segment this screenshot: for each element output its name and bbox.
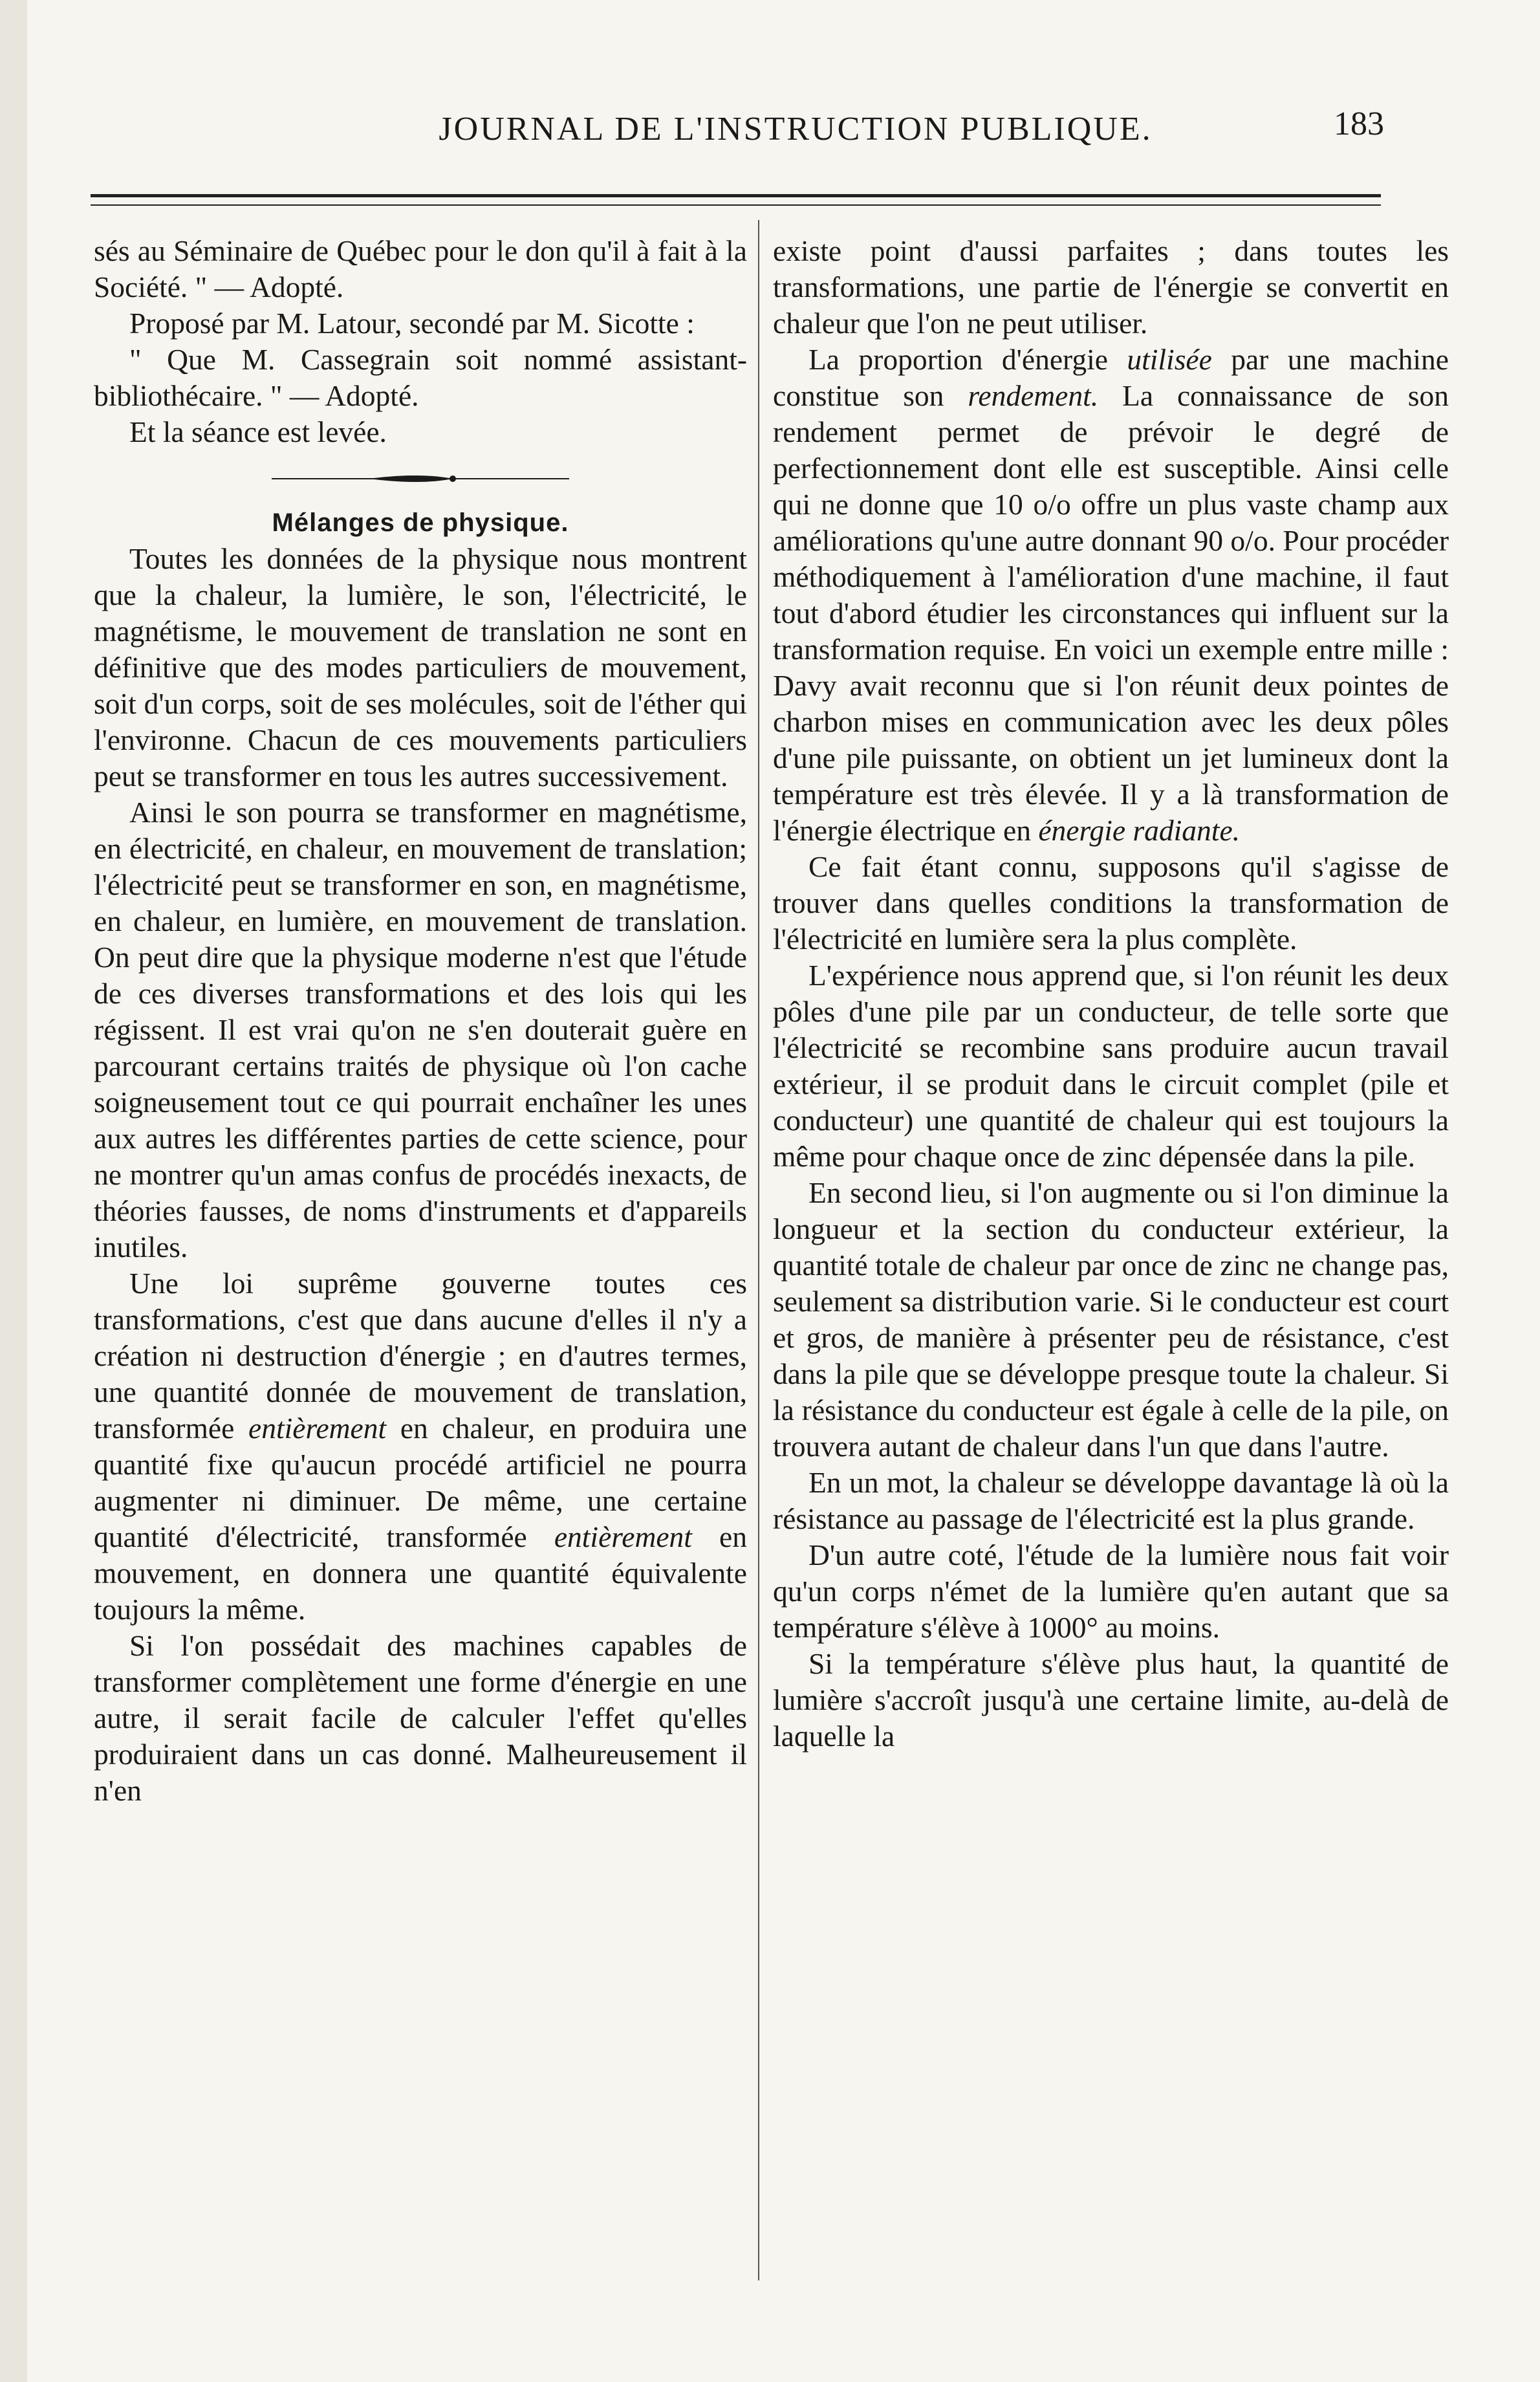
text-run: Une loi suprême gouverne toutes ces transformations, c'est que dans aucune d'elles il n'y a création ni destruction d'énergie ; en d'autres termes, une quantité donnée de mouvement de translation, transformée (94, 1267, 747, 1445)
paragraph: Si la température s'élève plus haut, la quantité de lumière s'accroît jusqu'à une certaine limite, au-delà de laquelle la (773, 1647, 1449, 1753)
quotation: " Que M. Cassegrain soit nommé assistant-bibliothécaire. " — Adopté. (94, 343, 747, 412)
italic-term: entièrement (554, 1520, 692, 1553)
text-run: La connaissance de son rendement permet de prévoir le degré de perfectionnement dont elle est susceptible. Ainsi celle qui ne donne que 10 o/o offre un plus vaste champ aux améliorations qu'une autre donnant 90 o/o. Pour procéder méthodiquement à l'amélioration d'une machine, il faut tout d'abord étudier les circonstances qui influent sur la transformation requise. En voici un exemple entre mille : Davy avait reconnu que si l'on réunit deux pointes de charbon mises en communication avec les deux pôles d'une pile puissante, on obtient un jet lumineux dont la température est très élevée. Il y a là transformation de l'énergie électrique en (773, 379, 1449, 847)
left-column (94, 233, 747, 1809)
text-run: en mouvement, en donnera une quantité équivalente toujours la même. (94, 1520, 747, 1626)
page-edge-shadow (0, 0, 27, 2382)
paragraph: Proposé par M. Latour, secondé par M. Sicotte : (129, 307, 695, 340)
paragraph: Ce fait étant connu, supposons qu'il s'agisse de trouver dans quelles conditions la transformation de l'électricité en lumière sera la plus complète. (773, 850, 1449, 956)
paragraph: Et la séance est levée. (129, 415, 387, 448)
paragraph: Ainsi le son pourra se transformer en magnétisme, en électricité, en chaleur, en mouvement de translation; l'électricité peut se transformer en son, en magnétisme, en chaleur, en lumière, en mouvement de translation. On peut dire que la physique moderne n'est que l'étude de ces diverses transformations et des lois qui les régissent. Il est vrai qu'on ne s'en douterait guère en parcourant certains traités de physique où l'on cache soigneusement tout ce qui pourrait enchaîner les unes aux autres les différentes parties de cette science, pour ne montrer qu'un amas confus de procédés inexacts, de théories fausses, de noms d'instruments et d'appareils inutiles. (94, 796, 747, 1263)
italic-term: entièrement (248, 1412, 387, 1445)
section-divider-ornament (272, 471, 569, 486)
paragraph: existe point d'aussi parfaites ; dans toutes les transformations, une partie de l'énergie se convertit en chaleur que l'on ne peut utiliser. (773, 234, 1449, 340)
paragraph (94, 1265, 747, 1628)
paragraph: D'un autre coté, l'étude de la lumière nous fait voir qu'un corps n'émet de la lumière qu'en autant que sa température s'élève à 1000° au moins. (773, 1538, 1449, 1644)
italic-term: énergie radiante. (1038, 814, 1241, 847)
italic-term: rendement. (968, 379, 1099, 412)
text-run: par une machine constitue son (773, 343, 1449, 412)
column-divider (758, 220, 759, 2280)
text-run: La proportion d'énergie (808, 343, 1127, 376)
running-title: JOURNAL DE L'INSTRUCTION PUBLIQUE. (439, 111, 1153, 148)
paragraph (773, 342, 1449, 849)
page-header (91, 105, 1384, 175)
right-column (773, 233, 1449, 1754)
paragraph: L'expérience nous apprend que, si l'on réunit les deux pôles d'une pile par un conducteur, de telle sorte que l'électricité se recombine sans produire aucun travail extérieur, il se produit dans le circuit complet (pile et conducteur) une quantité de chaleur qui est toujours la même pour chaque once de zinc dépensée dans la pile. (773, 959, 1449, 1173)
section-title: Mélanges de physique. (272, 508, 569, 537)
paragraph: Toutes les données de la physique nous montrent que la chaleur, la lumière, le son, l'électricité, le magnétisme, le mouvement de translation ne sont en définitive que des modes particuliers de mouvement, soit d'un corps, soit de ses molécules, soit de l'éther qui l'environne. Chacun de ces mouvements particuliers peut se transformer en tous les autres successivement. (94, 542, 747, 792)
italic-term: utilisée (1127, 343, 1212, 376)
page-number: 183 (1334, 105, 1384, 142)
paragraph: En un mot, la chaleur se développe davantage là où la résistance au passage de l'électricité est la plus grande. (773, 1466, 1449, 1535)
paragraph: sés au Séminaire de Québec pour le don qu'il à fait à la Société. " — Adopté. (94, 234, 747, 303)
text-run: en chaleur, en produira une quantité fixe qu'aucun procédé artificiel ne pourra augmenter ni diminuer. De même, une certaine quantité d'électricité, transformée (94, 1412, 747, 1553)
paragraph: Si l'on possédait des machines capables de transformer complètement une forme d'énergie en une autre, il serait facile de calculer l'effet qu'elles produiraient dans un cas donné. Malheureusement il n'en (94, 1629, 747, 1807)
header-rule-thick (91, 194, 1381, 197)
paragraph: En second lieu, si l'on augmente ou si l'on diminue la longueur et la section du conducteur extérieur, la quantité totale de chaleur par once de zinc ne change pas, seulement sa distribution varie. Si le conducteur est court et gros, de manière à présenter peu de résistance, c'est dans la pile que se développe presque toute la chaleur. Si la résistance du conducteur est égale à celle de la pile, on trouvera autant de chaleur dans l'un que dans l'autre. (773, 1176, 1449, 1463)
header-rule-thin (91, 204, 1381, 206)
